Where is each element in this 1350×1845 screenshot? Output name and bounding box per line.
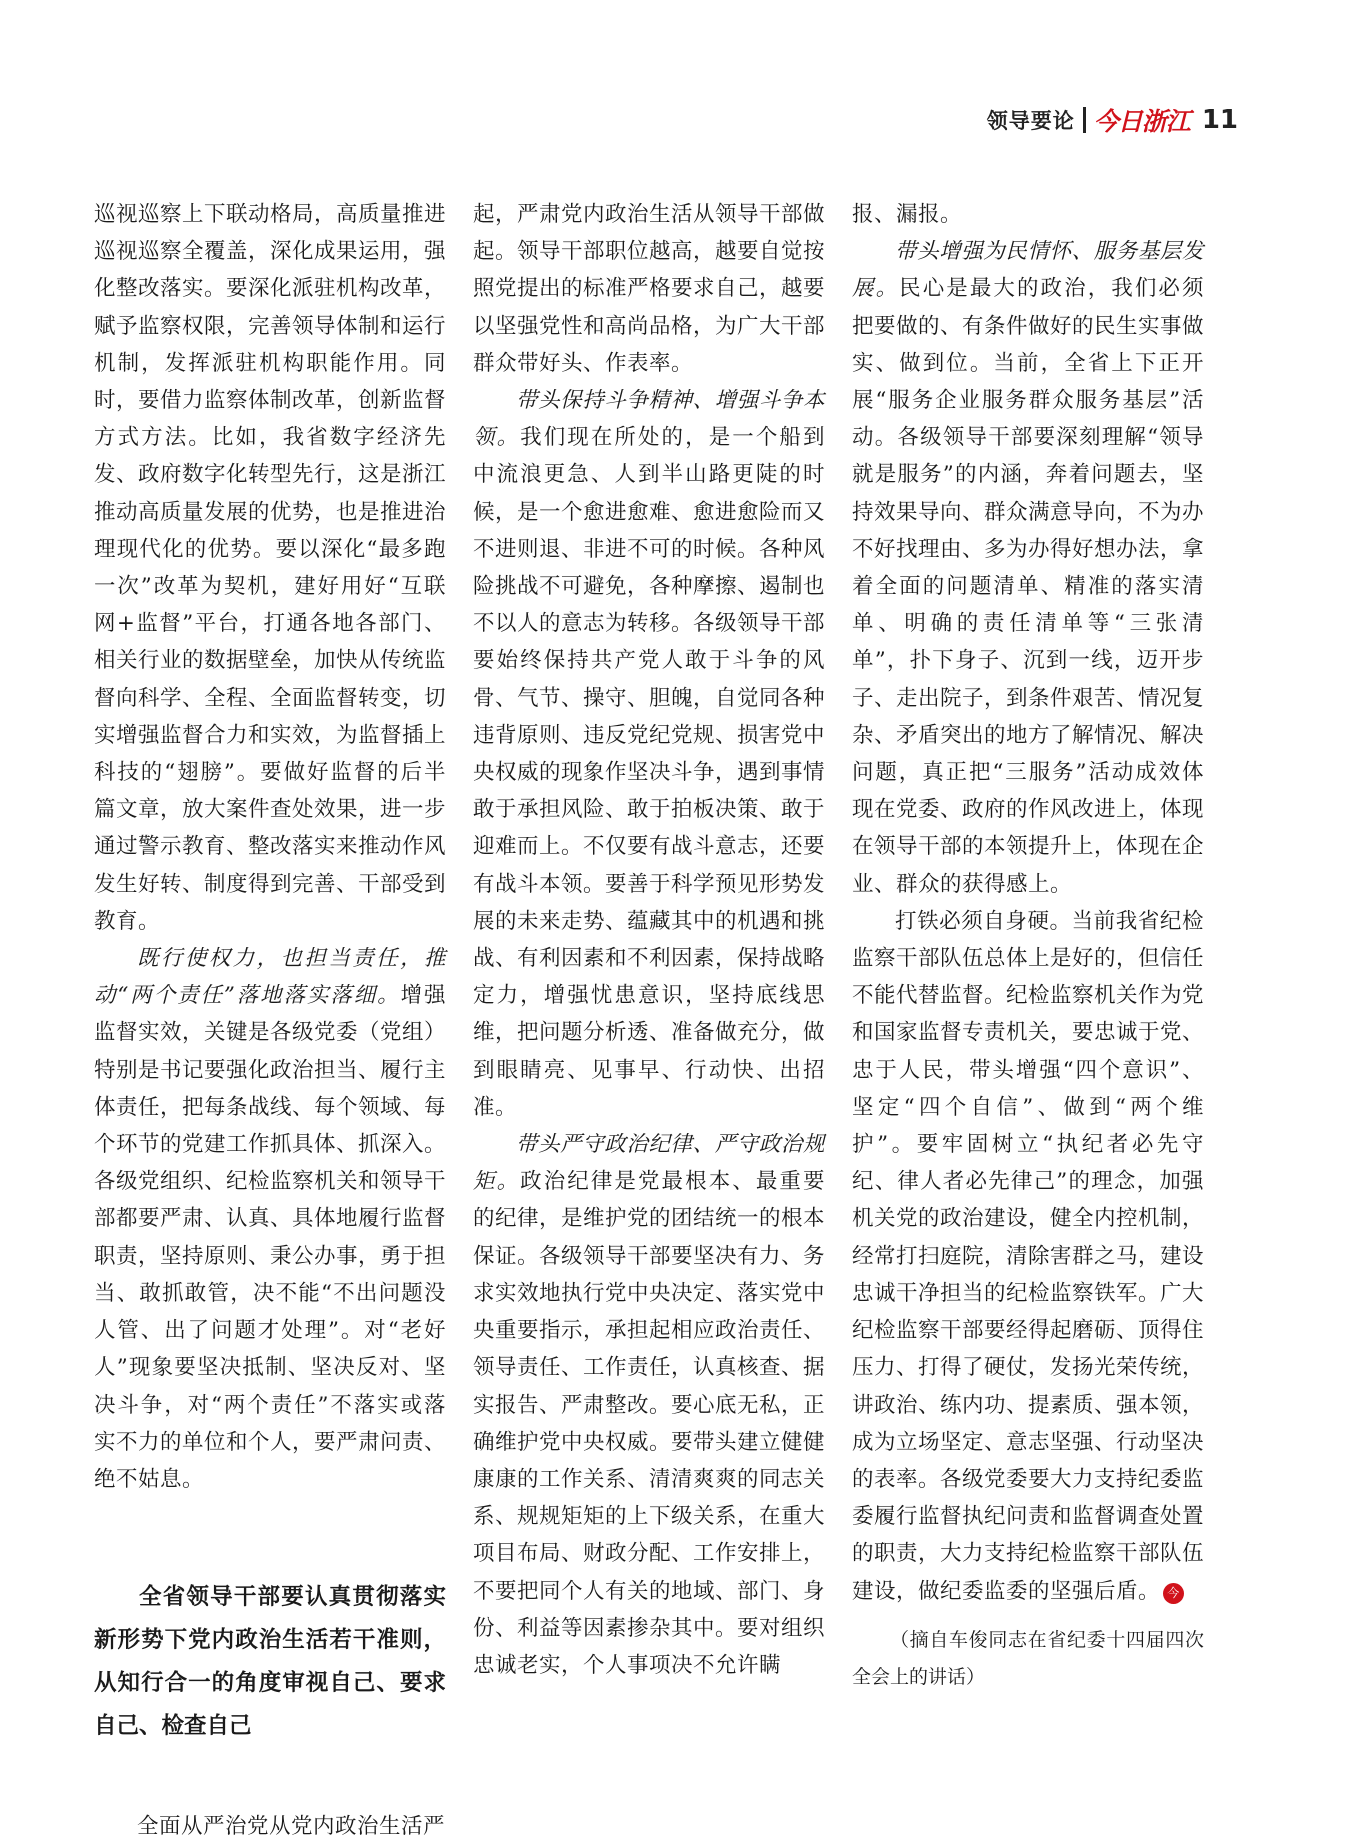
lead-sentence: 带头严守政治纪律、严守政治规矩。 — [473, 1132, 825, 1195]
column-1 — [94, 196, 446, 1845]
lead-sentence: 带头保持斗争精神、增强斗争本领。 — [473, 388, 825, 451]
section-label: 领导要论 — [986, 109, 1075, 133]
paragraph — [852, 233, 1204, 903]
header-divider — [1083, 107, 1086, 133]
column-3 — [852, 196, 1204, 1696]
paragraph-body: 打铁必须自身硬。当前我省纪检监察干部队伍总体上是好的，但信任不能代替监督。纪检监察机关作为党和国家监督专责机关，要忠诚于党、忠于人民，带头增强“四个意识”、坚定“四个自信”、做到“两个维护”。要牢固树立“执纪者必先守纪、律人者必先律己”的理念，加强机关党的政治建设，健全内控机制，经常打扫庭院，清除害群之马，建设忠诚干净担当的纪检监察铁军。广大纪检监察干部要经得起磨砺、顶得住压力、打得了硬仗，发扬光荣传统，讲政治、练内功、提素质、强本领，成为立场坚定、意志坚强、行动坚决的表率。各级党委要大力支持纪委监委履行监督执纪问责和监督调查处置的职责，大力支持纪检监察干部队伍建设，做纪委监委的坚强后盾。 — [852, 908, 1205, 1604]
page-number: 11 — [1201, 105, 1238, 135]
paragraph: 报、漏报。 — [852, 202, 963, 227]
end-mark-icon: 今 — [1163, 1583, 1184, 1604]
paragraph-body: 增强监督实效，关键是各级党委（党组）特别是书记要强化政治担当、履行主体责任，把每条战线、每个领域、每个环节的党建工作抓具体、抓深入。各级党组织、纪检监察机关和领导干部都要严肃、认真、具体地履行监督职责，坚持原则、秉公办事，勇于担当、敢抓敢管，决不能“不出问题没人管、出了问题才处理”。对“老好人”现象要坚决抵制、坚决反对、坚决斗争，对“两个责任”不落实或落实不力的单位和个人，要严肃问责、绝不姑息。 — [94, 983, 447, 1492]
source-note: （摘自车俊同志在省纪委十四届四次全会上的讲话） — [852, 1628, 1204, 1688]
paragraph: 巡视巡察上下联动格局，高质量推进巡视巡察全覆盖，深化成果运用，强化整改落实。要深化派驻机构改革，赋予监察权限，完善领导体制和运行机制，发挥派驻机构职能作用。同时，要借力监察体制改革，创新监督方式方法。比如，我省数字经济先发、政府数字化转型先行，这是浙江推动高质量发展的优势，也是推进治理现代化的优势。要以深化“最多跑一次”改革为契机，建好用好“互联网+监督”平台，打通各地各部门、相关行业的数据壁垒，加快从传统监督向科学、全程、全面监督转变，切实增强监督合力和实效，为监督插上科技的“翅膀”。要做好监督的后半篇文章，放大案件查处效果，进一步通过警示教育、整改落实来推动作风发生好转、制度得到完善、干部受到教育。 — [94, 202, 447, 934]
lead-sentence: 带头增强为民情怀、服务基层发展。 — [852, 239, 1204, 302]
paragraph — [473, 382, 825, 1126]
column-2 — [473, 196, 825, 1684]
paragraph-body: 民心是最大的政治，我们必须把要做的、有条件做好的民生实事做实、做到位。当前，全省上下正开展“服务企业服务群众服务基层”活动。各级领导干部要深刻理解“领导就是服务”的内涵，奔着问题去，坚持效果导向、群众满意导向，不为办不好找理由、多为办得好想办法，拿着全面的问题清单、精准的落实清单、明确的责任清单等“三张清单”，扑下身子、沉到一线，迈开步子、走出院子，到条件艰苦、情况复杂、矛盾突出的地方了解情况、解决问题，真正把“三服务”活动成效体现在党委、政府的作风改进上，体现在领导干部的本领提升上，体现在企业、群众的获得感上。 — [852, 276, 1205, 897]
paragraph-body: 我们现在所处的，是一个船到中流浪更急、人到半山路更陡的时候，是一个愈进愈难、愈进愈险而又不进则退、非进不可的时候。各种风险挑战不可避免，各种摩擦、遏制也不以人的意志为转移。各级领导干部要始终保持共产党人敢于斗争的风骨、气节、操守、胆魄，自觉同各种违背原则、违反党纪党规、损害党中央权威的现象作坚决斗争，遇到事情敢于承担风险、敢于拍板决策、敢于迎难而上。不仅要有战斗意志，还要有战斗本领。要善于科学预见形势发展的未来走势、蕴藏其中的机遇和挑战、有利因素和不利因素，保持战略定力，增强忧患意识，坚持底线思维，把问题分析透、准备做充分，做到眼睛亮、见事早、行动快、出招准。 — [473, 425, 826, 1120]
section-heading: 全省领导干部要认真贯彻落实新形势下党内政治生活若干准则，从知行合一的角度审视自己、要求自己、检查自己 — [94, 1584, 446, 1740]
lead-sentence: 既行使权力，也担当责任，推动“两个责任”落地落实落细。 — [94, 946, 446, 1009]
paragraph: 起，严肃党内政治生活从领导干部做起。领导干部职位越高，越要自觉按照党提出的标准严格要求自己，越要以坚强党性和高尚品格，为广大干部群众带好头、作表率。 — [473, 202, 826, 376]
magazine-logo: 今日浙江 — [1093, 107, 1190, 136]
paragraph — [852, 903, 1204, 1610]
paragraph: 全面从严治党从党内政治生活严 — [137, 1814, 446, 1840]
paragraph — [94, 940, 446, 1498]
paragraph-body: 政治纪律是党最根本、最重要的纪律，是维护党的团结统一的根本保证。各级领导干部要坚决有力、务求实效地执行党中央决定、落实党中央重要指示，承担起相应政治责任、领导责任、工作责任，认真核查、据实报告、严肃整改。要心底无私，正确维护党中央权威。要带头建立健健康康的工作关系、清清爽爽的同志关系、规规矩矩的上下级关系，在重大项目布局、财政分配、工作安排上，不要把同个人有关的地域、部门、身份、利益等因素掺杂其中。要对组织忠诚老实，个人事项决不允许瞒 — [473, 1169, 826, 1678]
paragraph — [473, 1126, 825, 1684]
running-header — [987, 102, 1238, 138]
